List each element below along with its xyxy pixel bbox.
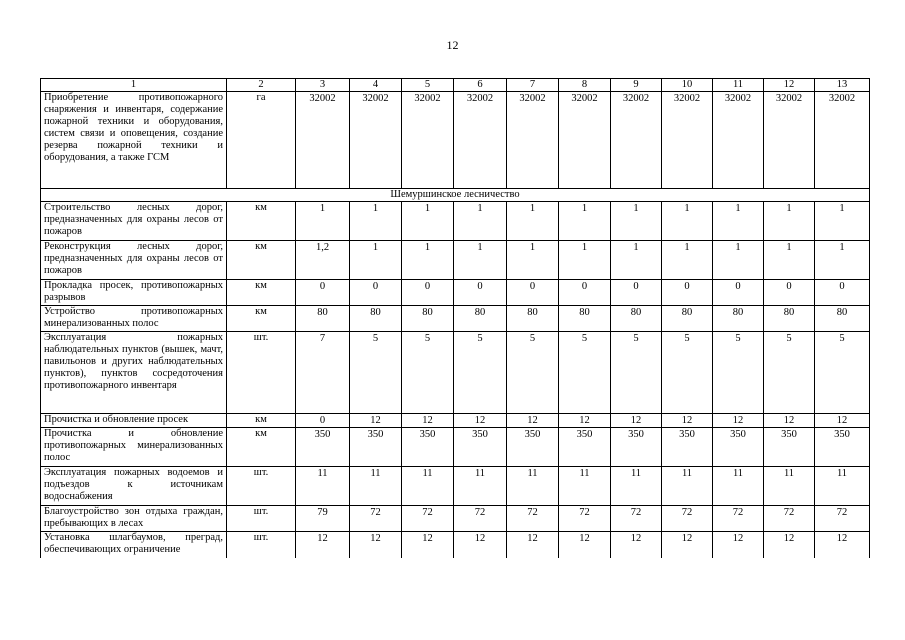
value-cell: 72 — [402, 506, 454, 532]
section-title: Шемуршинское лесничество — [41, 189, 870, 202]
value-cell: 350 — [815, 428, 870, 467]
measure-name: Реконструкция лесных дорог, предназначенных для охраны лесов от пожаров — [41, 241, 227, 280]
column-number: 11 — [713, 79, 764, 92]
measure-name: Эксплуатация пожарных наблюдательных пунктов (вышек, мачт, павильонов и других наблюдательных пунктов), пунктов сосредоточения противопожарного инвентаря — [41, 332, 227, 414]
table-row — [41, 428, 870, 467]
value-cell: 12 — [559, 532, 611, 559]
value-cell: 11 — [611, 467, 662, 506]
table-row — [41, 306, 870, 332]
value-cell: 0 — [402, 280, 454, 306]
value-cell: 80 — [402, 306, 454, 332]
value-cell: 5 — [713, 332, 764, 414]
value-cell: 1 — [402, 241, 454, 280]
column-number: 13 — [815, 79, 870, 92]
value-cell: 0 — [454, 280, 507, 306]
value-cell: 1 — [507, 202, 559, 241]
value-cell: 11 — [507, 467, 559, 506]
value-cell: 72 — [764, 506, 815, 532]
value-cell: 80 — [764, 306, 815, 332]
value-cell: 350 — [454, 428, 507, 467]
value-cell: 0 — [662, 280, 713, 306]
table-row — [41, 414, 870, 428]
value-cell: 0 — [350, 280, 402, 306]
unit-cell: км — [227, 280, 296, 306]
measure-name: Строительство лесных дорог, предназначенных для охраны лесов от пожаров — [41, 202, 227, 241]
page-number: 12 — [446, 38, 459, 52]
value-cell: 11 — [350, 467, 402, 506]
value-cell: 32002 — [611, 92, 662, 189]
table-row — [41, 202, 870, 241]
value-cell: 5 — [611, 332, 662, 414]
value-cell: 5 — [507, 332, 559, 414]
value-cell: 12 — [662, 414, 713, 428]
value-cell: 72 — [559, 506, 611, 532]
value-cell: 5 — [764, 332, 815, 414]
value-cell: 80 — [350, 306, 402, 332]
value-cell: 350 — [559, 428, 611, 467]
measure-name: Прочистка и обновление противопожарных минерализованных полос — [41, 428, 227, 467]
value-cell: 80 — [296, 306, 350, 332]
value-cell: 12 — [764, 414, 815, 428]
value-cell: 1,2 — [296, 241, 350, 280]
value-cell: 350 — [507, 428, 559, 467]
value-cell: 1 — [402, 202, 454, 241]
value-cell: 32002 — [713, 92, 764, 189]
value-cell: 5 — [350, 332, 402, 414]
measure-name: Устройство противопожарных минерализованных полос — [41, 306, 227, 332]
measure-name: Эксплуатация пожарных водоемов и подъездов к источникам водоснабжения — [41, 467, 227, 506]
value-cell: 1 — [764, 202, 815, 241]
unit-cell: км — [227, 428, 296, 467]
value-cell: 72 — [713, 506, 764, 532]
value-cell: 32002 — [764, 92, 815, 189]
table-row — [41, 506, 870, 532]
value-cell: 1 — [350, 241, 402, 280]
value-cell: 12 — [815, 414, 870, 428]
unit-cell: шт. — [227, 506, 296, 532]
value-cell: 80 — [507, 306, 559, 332]
value-cell: 0 — [296, 414, 350, 428]
unit-cell: га — [227, 92, 296, 189]
column-number: 6 — [454, 79, 507, 92]
unit-cell: км — [227, 306, 296, 332]
value-cell: 12 — [350, 532, 402, 559]
value-cell: 80 — [454, 306, 507, 332]
value-cell: 350 — [662, 428, 713, 467]
measure-name: Установка шлагбаумов, преград, обеспечивающих ограничение — [41, 532, 227, 559]
column-number: 8 — [559, 79, 611, 92]
value-cell: 12 — [662, 532, 713, 559]
value-cell: 1 — [764, 241, 815, 280]
value-cell: 350 — [402, 428, 454, 467]
value-cell: 0 — [507, 280, 559, 306]
value-cell: 0 — [559, 280, 611, 306]
value-cell: 11 — [296, 467, 350, 506]
unit-cell: шт. — [227, 332, 296, 414]
value-cell: 350 — [713, 428, 764, 467]
table-row — [41, 332, 870, 414]
value-cell: 1 — [815, 241, 870, 280]
value-cell: 80 — [815, 306, 870, 332]
value-cell: 5 — [815, 332, 870, 414]
value-cell: 11 — [559, 467, 611, 506]
table-row — [41, 532, 870, 559]
value-cell: 72 — [662, 506, 713, 532]
value-cell: 12 — [402, 414, 454, 428]
value-cell: 1 — [611, 241, 662, 280]
value-cell: 12 — [713, 532, 764, 559]
value-cell: 0 — [764, 280, 815, 306]
value-cell: 32002 — [296, 92, 350, 189]
value-cell: 12 — [764, 532, 815, 559]
value-cell: 1 — [662, 202, 713, 241]
table-row — [41, 280, 870, 306]
measure-name: Благоустройство зон отдыха граждан, пребывающих в лесах — [41, 506, 227, 532]
measure-name: Прокладка просек, противопожарных разрывов — [41, 280, 227, 306]
value-cell: 350 — [350, 428, 402, 467]
value-cell: 79 — [296, 506, 350, 532]
table-body — [41, 79, 870, 559]
value-cell: 12 — [713, 414, 764, 428]
value-cell: 32002 — [662, 92, 713, 189]
value-cell: 1 — [559, 241, 611, 280]
value-cell: 350 — [764, 428, 815, 467]
value-cell: 11 — [662, 467, 713, 506]
value-cell: 0 — [713, 280, 764, 306]
column-number: 9 — [611, 79, 662, 92]
value-cell: 11 — [764, 467, 815, 506]
unit-cell: км — [227, 202, 296, 241]
value-cell: 1 — [507, 241, 559, 280]
unit-cell: км — [227, 414, 296, 428]
value-cell: 1 — [559, 202, 611, 241]
forest-fire-measures-table — [40, 78, 870, 558]
section-row — [41, 189, 870, 202]
value-cell: 12 — [611, 532, 662, 559]
value-cell: 12 — [402, 532, 454, 559]
value-cell: 12 — [611, 414, 662, 428]
value-cell: 72 — [611, 506, 662, 532]
value-cell: 5 — [402, 332, 454, 414]
measure-name: Прочистка и обновление просек — [41, 414, 227, 428]
value-cell: 12 — [350, 414, 402, 428]
value-cell: 7 — [296, 332, 350, 414]
value-cell: 12 — [296, 532, 350, 559]
column-number-row — [41, 79, 870, 92]
value-cell: 0 — [611, 280, 662, 306]
column-number: 2 — [227, 79, 296, 92]
unit-cell: шт. — [227, 467, 296, 506]
value-cell: 1 — [713, 202, 764, 241]
value-cell: 11 — [815, 467, 870, 506]
column-number: 4 — [350, 79, 402, 92]
value-cell: 1 — [454, 241, 507, 280]
value-cell: 12 — [559, 414, 611, 428]
value-cell: 12 — [454, 532, 507, 559]
table-row — [41, 467, 870, 506]
value-cell: 0 — [815, 280, 870, 306]
value-cell: 32002 — [350, 92, 402, 189]
value-cell: 1 — [662, 241, 713, 280]
column-number: 12 — [764, 79, 815, 92]
value-cell: 72 — [454, 506, 507, 532]
value-cell: 32002 — [454, 92, 507, 189]
value-cell: 12 — [507, 532, 559, 559]
value-cell: 1 — [454, 202, 507, 241]
value-cell: 72 — [350, 506, 402, 532]
column-number: 3 — [296, 79, 350, 92]
value-cell: 72 — [507, 506, 559, 532]
unit-cell: шт. — [227, 532, 296, 559]
value-cell: 1 — [350, 202, 402, 241]
value-cell: 80 — [559, 306, 611, 332]
value-cell: 32002 — [559, 92, 611, 189]
value-cell: 350 — [296, 428, 350, 467]
measure-name: Приобретение противопожарного снаряжения и инвентаря, содержание пожарной техники и оборудования, систем связи и оповещения, создание резерва пожарной техники и оборудования, а также ГСМ — [41, 92, 227, 189]
value-cell: 80 — [611, 306, 662, 332]
value-cell: 80 — [662, 306, 713, 332]
unit-cell: км — [227, 241, 296, 280]
value-cell: 12 — [454, 414, 507, 428]
value-cell: 1 — [611, 202, 662, 241]
value-cell: 32002 — [402, 92, 454, 189]
table-row — [41, 241, 870, 280]
column-number: 7 — [507, 79, 559, 92]
value-cell: 80 — [713, 306, 764, 332]
column-number: 5 — [402, 79, 454, 92]
value-cell: 350 — [611, 428, 662, 467]
value-cell: 1 — [296, 202, 350, 241]
value-cell: 72 — [815, 506, 870, 532]
value-cell: 5 — [454, 332, 507, 414]
value-cell: 12 — [507, 414, 559, 428]
value-cell: 0 — [296, 280, 350, 306]
value-cell: 1 — [815, 202, 870, 241]
column-number: 1 — [41, 79, 227, 92]
value-cell: 11 — [713, 467, 764, 506]
value-cell: 32002 — [815, 92, 870, 189]
value-cell: 32002 — [507, 92, 559, 189]
value-cell: 11 — [402, 467, 454, 506]
value-cell: 12 — [815, 532, 870, 559]
table-row — [41, 92, 870, 189]
value-cell: 5 — [559, 332, 611, 414]
column-number: 10 — [662, 79, 713, 92]
value-cell: 1 — [713, 241, 764, 280]
value-cell: 11 — [454, 467, 507, 506]
value-cell: 5 — [662, 332, 713, 414]
